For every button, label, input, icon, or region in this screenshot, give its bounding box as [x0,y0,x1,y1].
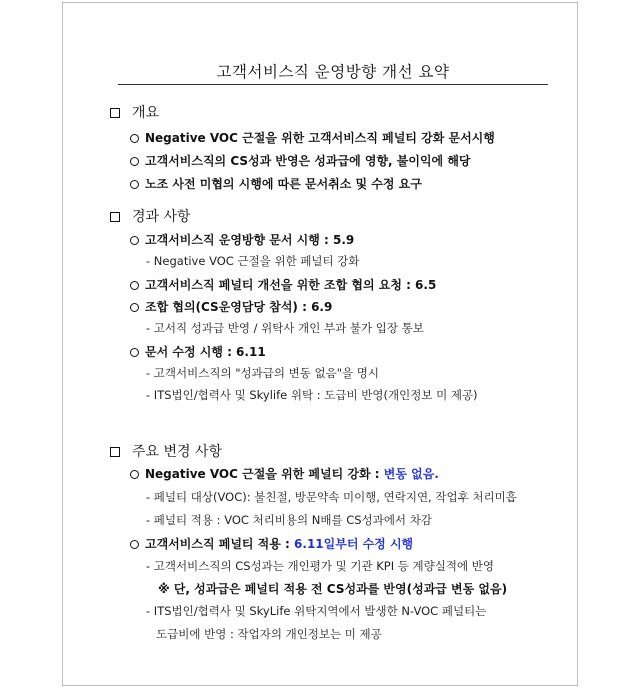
list-item [130,298,332,315]
checkbox-square-icon [110,108,120,118]
list-item [130,465,439,482]
list-item [130,231,354,248]
list-item [130,276,436,293]
bullet-text: Negative VOC 근절을 위한 페널티 강화 : [145,467,384,481]
section-heading: 경과 사항 [132,209,191,225]
circle-bullet-icon [130,348,139,357]
sub-item: - ITS법인/협력사 및 SkyLife 위탁지역에서 발생한 N-VOC 페널티는 [146,604,487,618]
highlight-text: 변동 없음. [383,467,439,481]
circle-bullet-icon [130,470,139,479]
circle-bullet-icon [130,540,139,549]
bullet-text: Negative VOC 근절을 위한 고객서비스직 페널티 강화 문서시행 [145,131,495,145]
section-changes [110,441,222,461]
sub-item: - ITS법인/협력사 및 Skylife 위탁 : 도급비 반영(개인정보 미 제공) [146,388,478,402]
bullet-text: 고객서비스직 페널티 적용 : [145,537,295,551]
section-heading: 주요 변경 사항 [132,444,223,460]
checkbox-square-icon [110,447,120,457]
title-underline [118,84,548,85]
bullet-text: 고객서비스직 페널티 개선을 위한 조합 협의 요청 : 6.5 [145,278,437,292]
checkbox-square-icon [110,212,120,222]
sub-item: - 고서직 성과급 반영 / 위탁사 개인 부과 불가 입장 통보 [146,321,424,335]
bullet-text: 조합 협의(CS운영담당 참석) : 6.9 [145,300,333,314]
list-item [130,152,471,169]
bullet-text: 고객서비스직 운영방향 문서 시행 : 5.9 [145,233,355,247]
circle-bullet-icon [130,303,139,312]
circle-bullet-icon [130,281,139,290]
bullet-text: 고객서비스직의 CS성과 반영은 성과급에 영향, 불이익에 해당 [145,154,471,168]
list-item [130,535,413,552]
section-heading: 개요 [132,105,160,121]
sub-item-continued: 도급비에 반영 : 작업자의 개인정보는 미 제공 [156,627,382,641]
sub-item: - 고객서비스직의 CS성과는 개인평가 및 기관 KPI 등 계량실적에 반영 [146,559,494,573]
section-overview [110,102,159,122]
bullet-text: 문서 수정 시행 : 6.11 [145,345,266,359]
bullet-text: 노조 사전 미협의 시행에 따른 문서취소 및 수정 요구 [145,177,422,191]
sub-item: - 페널티 적용 : VOC 처리비용의 N배를 CS성과에서 차감 [146,513,432,527]
sub-item: - Negative VOC 근절을 위한 페널티 강화 [146,254,360,268]
circle-bullet-icon [130,157,139,166]
note-text: ※ 단, 성과급은 페널티 적용 전 CS성과를 반영(성과급 변동 없음) [158,582,508,596]
section-progress [110,206,191,226]
document-title: 고객서비스직 운영방향 개선 요약 [216,63,450,81]
highlight-text: 6.11일부터 수정 시행 [294,537,414,551]
circle-bullet-icon [130,180,139,189]
circle-bullet-icon [130,134,139,143]
list-item [130,129,495,146]
sub-item: - 고객서비스직의 "성과급의 변동 없음"을 명시 [146,366,379,380]
list-item [130,175,422,192]
sub-item: - 페널티 대상(VOC): 불친절, 방문약속 미이행, 연락지연, 작업후 처리미흡 [146,490,517,504]
list-item [130,343,266,360]
circle-bullet-icon [130,236,139,245]
